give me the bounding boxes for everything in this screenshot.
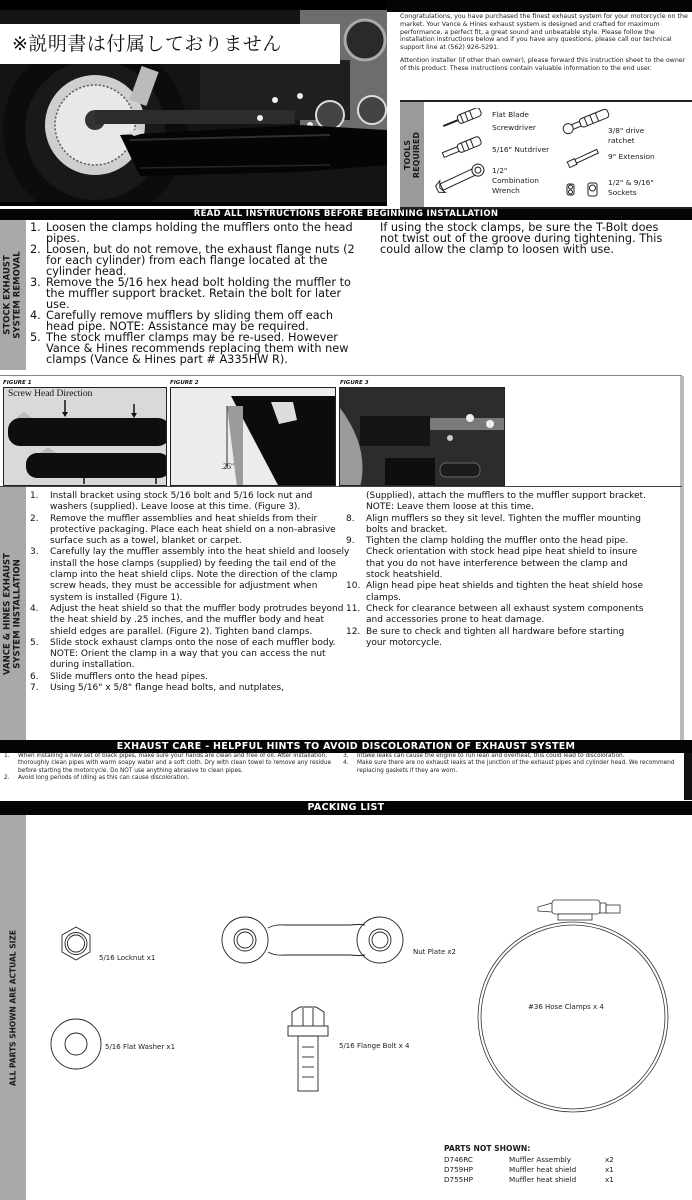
screwdriver-icon xyxy=(440,108,484,130)
heat-shield-offset-illustration xyxy=(171,388,336,486)
part-qty: x2 xyxy=(605,1155,614,1164)
figure-2-image xyxy=(170,387,336,486)
step-item xyxy=(346,514,646,537)
part-number: D755HP xyxy=(444,1175,473,1184)
part-qty: x1 xyxy=(605,1175,614,1184)
divider xyxy=(0,486,682,487)
hint-text: Make sure there are no exhaust leaks at the junction of the exhaust pipes and cylinder head. We recommend replacing gaskets if they are worn. xyxy=(357,760,675,774)
step-item xyxy=(346,491,646,514)
step-number: 7. xyxy=(30,683,39,694)
figure-3-image xyxy=(339,387,505,486)
figure-2-dimension: .25" xyxy=(221,462,235,471)
step-number: 6. xyxy=(30,671,39,682)
step-item xyxy=(30,547,350,603)
step-item xyxy=(30,683,350,694)
step-number: 3. xyxy=(30,547,39,558)
figure-label: FIGURE 2 xyxy=(170,380,199,386)
hint-item xyxy=(343,753,678,760)
side-label-line: STOCK EXHAUST xyxy=(2,255,13,335)
tool-label: Sockets xyxy=(608,188,637,197)
step-text: Carefully remove mufflers by sliding them off each head pipe. NOTE: Assistance may be required. xyxy=(46,309,334,333)
step-item xyxy=(30,604,350,638)
locknut-label: 5/16 Locknut x1 xyxy=(99,954,156,962)
step-text: Adjust the heat shield so that the muffler body protrudes beyond the heat shield by .25 inches, and the muffler body and heat shield edges are parallel. (Figure 2). Tighten band clamps. xyxy=(50,603,344,637)
step-item xyxy=(30,244,360,277)
step-number: 9. xyxy=(346,536,355,547)
step-number: 12. xyxy=(346,626,361,637)
bracket-install-photo xyxy=(340,388,505,486)
step-text: The stock muffler clamps may be re-used. However Vance & Hines recommends replacing them with new clamps (Vance & Hines part # A335HW R). xyxy=(46,331,349,366)
stock-removal-side-tab xyxy=(0,220,26,370)
flat-washer-icon xyxy=(51,1019,101,1069)
tool-label: Wrench xyxy=(492,186,520,195)
step-number xyxy=(346,491,366,514)
part-description: Muffler heat shield xyxy=(509,1175,577,1184)
intro-text xyxy=(400,13,690,78)
flat-washer-label: 5/16 Flat Washer x1 xyxy=(105,1043,176,1051)
tool-label: ratchet xyxy=(608,136,635,145)
tool-label: 9" Extension xyxy=(608,152,655,161)
step-item xyxy=(30,222,360,244)
step-item xyxy=(30,332,360,365)
figure-label: FIGURE 1 xyxy=(3,380,32,386)
tool-nutdriver xyxy=(492,145,549,155)
wrench-icon xyxy=(432,162,488,196)
step-number: 10. xyxy=(346,581,361,592)
hint-text: Intake leaks can cause the engine to run lean and overheat, this could lead to discoloration. xyxy=(357,753,625,759)
locknut-icon xyxy=(62,927,90,960)
figure-1-caption: Screw Head Direction xyxy=(8,389,93,399)
packing-list-banner: PACKING LIST xyxy=(0,801,692,815)
tool-label: 5/16" Nutdriver xyxy=(492,145,550,154)
part-qty: x1 xyxy=(605,1165,614,1174)
tools-side-tab xyxy=(400,102,424,207)
step-number: 4. xyxy=(30,603,39,614)
tool-label: 3/8" drive xyxy=(608,126,645,135)
parts-row xyxy=(444,1165,625,1175)
step-text: Align mufflers so they sit level. Tighten the muffler mounting bolts and bracket. xyxy=(366,513,641,535)
hint-text: Avoid long periods of idling as this can cause discoloration. xyxy=(18,775,190,782)
installation-steps-right xyxy=(346,491,646,649)
step-text: Align head pipe heat shields and tighten the heat shield hose clamps. xyxy=(366,581,644,603)
mufflers-screw-direction-illustration xyxy=(4,388,167,486)
part-number: D759HP xyxy=(444,1165,473,1174)
exhaust-care-hints-right xyxy=(343,753,678,775)
parts-not-shown-title: PARTS NOT SHOWN: xyxy=(444,1144,531,1153)
step-text: Slide stock exhaust clamps onto the nose of each muffler body. NOTE: Orient the clamp in a way that you can access the nut during installation. xyxy=(50,637,336,671)
hint-text: When installing a new set of black pipes, make sure your hands are clean and free of oil. After installation, thoroughly clean pipes with warm soapy water and a soft cloth. Dry with clean towel to remove any residue before starting the motorcycle. Do NOT use anything abrasive to clean pipes. xyxy=(18,753,332,774)
step-item xyxy=(30,310,360,332)
exhaust-care-banner: EXHAUST CARE - HELPFUL HINTS TO AVOID DISCOLORATION OF EXHAUST SYSTEM xyxy=(0,740,692,753)
intro-paragraph: Congratulations, you have purchased the finest exhaust system for your motorcycle on the market. Your Vance & Hines exhaust system is designed and crafted for maximum performance, a perfect fit, a great sound and unbeatable style. Please follow the installation instructions below and if you have any questions, please call our technical support line at (562) 926-5291. xyxy=(400,13,688,52)
ratchet-icon xyxy=(560,107,612,137)
step-number: 4. xyxy=(30,309,41,322)
top-black-bar xyxy=(387,0,692,12)
right-edge-shadow xyxy=(680,376,684,487)
installation-side-tab xyxy=(0,487,26,740)
installation-side-label xyxy=(4,553,23,675)
right-edge-bar xyxy=(684,753,692,800)
step-text: Loosen, but do not remove, the exhaust flange nuts (2 for each cylinder) from each flange located at the cylinder head. xyxy=(46,243,355,278)
step-number: 2. xyxy=(30,243,41,256)
step-item xyxy=(30,514,350,548)
nut-plate-icon xyxy=(222,917,403,963)
installation-steps-left xyxy=(30,491,350,694)
stock-removal-side-label xyxy=(4,251,23,338)
step-number: 1. xyxy=(30,491,39,501)
tool-label: 1/2" xyxy=(492,166,508,175)
step-item xyxy=(30,672,350,683)
hint-item xyxy=(4,753,334,775)
stock-clamp-note: If using the stock clamps, be sure the T-Bolt does not twist out of the groove during tightening. This could allow the clamp to loosen with use. xyxy=(380,221,663,256)
step-number: 2. xyxy=(30,513,39,524)
side-label-line: VANCE & HINES EXHAUST xyxy=(2,552,13,675)
step-text: Slide mufflers onto the head pipes. xyxy=(50,671,208,682)
stock-removal-steps xyxy=(30,222,360,365)
parts-not-shown xyxy=(444,1144,625,1185)
tool-label: Combination xyxy=(492,176,539,185)
parts-row xyxy=(444,1175,625,1185)
nutdriver-icon xyxy=(440,136,484,160)
tool-ratchet xyxy=(608,126,644,146)
no-manual-notice: ※説明書は付属しておりません xyxy=(0,24,340,64)
nut-plate-label: Nut Plate x2 xyxy=(413,948,456,956)
hint-number: 4. xyxy=(343,760,349,767)
tool-combination-wrench xyxy=(492,166,539,196)
hint-item xyxy=(343,760,678,775)
step-number: 1. xyxy=(30,221,41,234)
step-item xyxy=(30,638,350,672)
tool-extension xyxy=(608,152,655,162)
part-description: Muffler Assembly xyxy=(509,1155,572,1164)
hint-number: 1. xyxy=(4,753,10,759)
right-edge-shadow xyxy=(680,487,684,740)
flange-bolt-label: 5/16 Flange Bolt x 4 xyxy=(339,1042,410,1050)
tools-required-panel xyxy=(400,100,692,209)
step-item xyxy=(346,581,646,604)
part-number: D746RC xyxy=(444,1155,473,1164)
tool-label: 1/2" & 9/16" xyxy=(608,178,654,187)
step-number: 5. xyxy=(30,637,39,648)
tools-side-label: TOOLS REQUIRED xyxy=(403,131,421,178)
actual-size-side-label: ALL PARTS SHOWN ARE ACTUAL SIZE xyxy=(8,929,18,1086)
step-item xyxy=(30,491,350,514)
tool-sockets xyxy=(608,178,654,198)
extension-icon xyxy=(565,148,601,168)
part-description: Muffler heat shield xyxy=(509,1165,577,1174)
figure-label: FIGURE 3 xyxy=(340,380,369,386)
step-text: (Supplied), attach the mufflers to the muffler support bracket. NOTE: Leave them loose at this time. xyxy=(366,491,646,513)
hero-photo xyxy=(0,0,387,206)
tool-label: Screwdriver xyxy=(492,123,536,132)
tool-flat-blade-screwdriver xyxy=(492,110,536,133)
figure-1-image xyxy=(3,387,167,486)
hose-clamp-label: #36 Hose Clamps x 4 xyxy=(528,1003,604,1011)
tool-label: Flat Blade xyxy=(492,110,529,119)
step-text: Loosen the clamps holding the mufflers onto the head pipes. xyxy=(46,221,353,245)
hint-number: 2. xyxy=(4,775,10,782)
step-text: Tighten the clamp holding the muffler onto the head pipe. Check orientation with stock head pipe heat shield to insure that you do not have interference between the clamp and stock heatshield. xyxy=(366,536,638,581)
hint-number: 3. xyxy=(343,753,349,759)
parts-row xyxy=(444,1155,625,1165)
step-number: 11. xyxy=(346,603,361,614)
step-text: Remove the muffler assemblies and heat shields from their protective packaging. Place each heat shield on a non-abrasive surface such as a towel, blanket or carpet. xyxy=(50,513,336,547)
step-item xyxy=(346,536,646,581)
step-text: Remove the 5/16 hex head bolt holding the muffler to the muffler support bracket. Retain the bolt for later use. xyxy=(46,276,351,311)
figures-row xyxy=(0,375,682,486)
step-text: Install bracket using stock 5/16 bolt and 5/16 lock nut and washers (supplied). Leave loose at this time. (Figure 3). xyxy=(50,491,313,513)
sockets-icon xyxy=(562,180,606,200)
step-number: 8. xyxy=(346,513,355,524)
step-text: Using 5/16" x 5/8" flange head bolts, and nutplates, xyxy=(50,683,284,694)
side-label-line: SYSTEM REMOVAL xyxy=(12,251,22,339)
step-item xyxy=(346,604,646,627)
step-number: 3. xyxy=(30,276,41,289)
installer-attention-paragraph: Attention installer (if other than owner), please forward this instruction sheet to the owner of this product. These instructions contain valuable information to the end user. xyxy=(400,56,686,72)
hint-item xyxy=(4,775,334,782)
step-item xyxy=(346,627,646,650)
flange-bolt-icon xyxy=(288,1007,328,1091)
step-item xyxy=(30,277,360,310)
step-text: Carefully lay the muffler assembly into the heat shield and loosely install the hose clamps (supplied) by feeding the tail end of the clamp into the heat shield clips. Note the direction of the clamp screw heads, they must be accessible for adjustment when system is installed (Figure 1). xyxy=(50,547,350,603)
side-label-line: SYSTEM INSTALLATION xyxy=(12,558,22,669)
step-number: 5. xyxy=(30,331,41,344)
step-text: Check for clearance between all exhaust system components and accessories prone to heat damage. xyxy=(366,603,644,626)
read-all-instructions-banner: READ ALL INSTRUCTIONS BEFORE BEGINNING INSTALLATION xyxy=(0,209,692,220)
step-text: Be sure to check and tighten all hardware before starting your motorcycle. xyxy=(366,626,625,648)
exhaust-care-hints-left xyxy=(4,753,334,783)
